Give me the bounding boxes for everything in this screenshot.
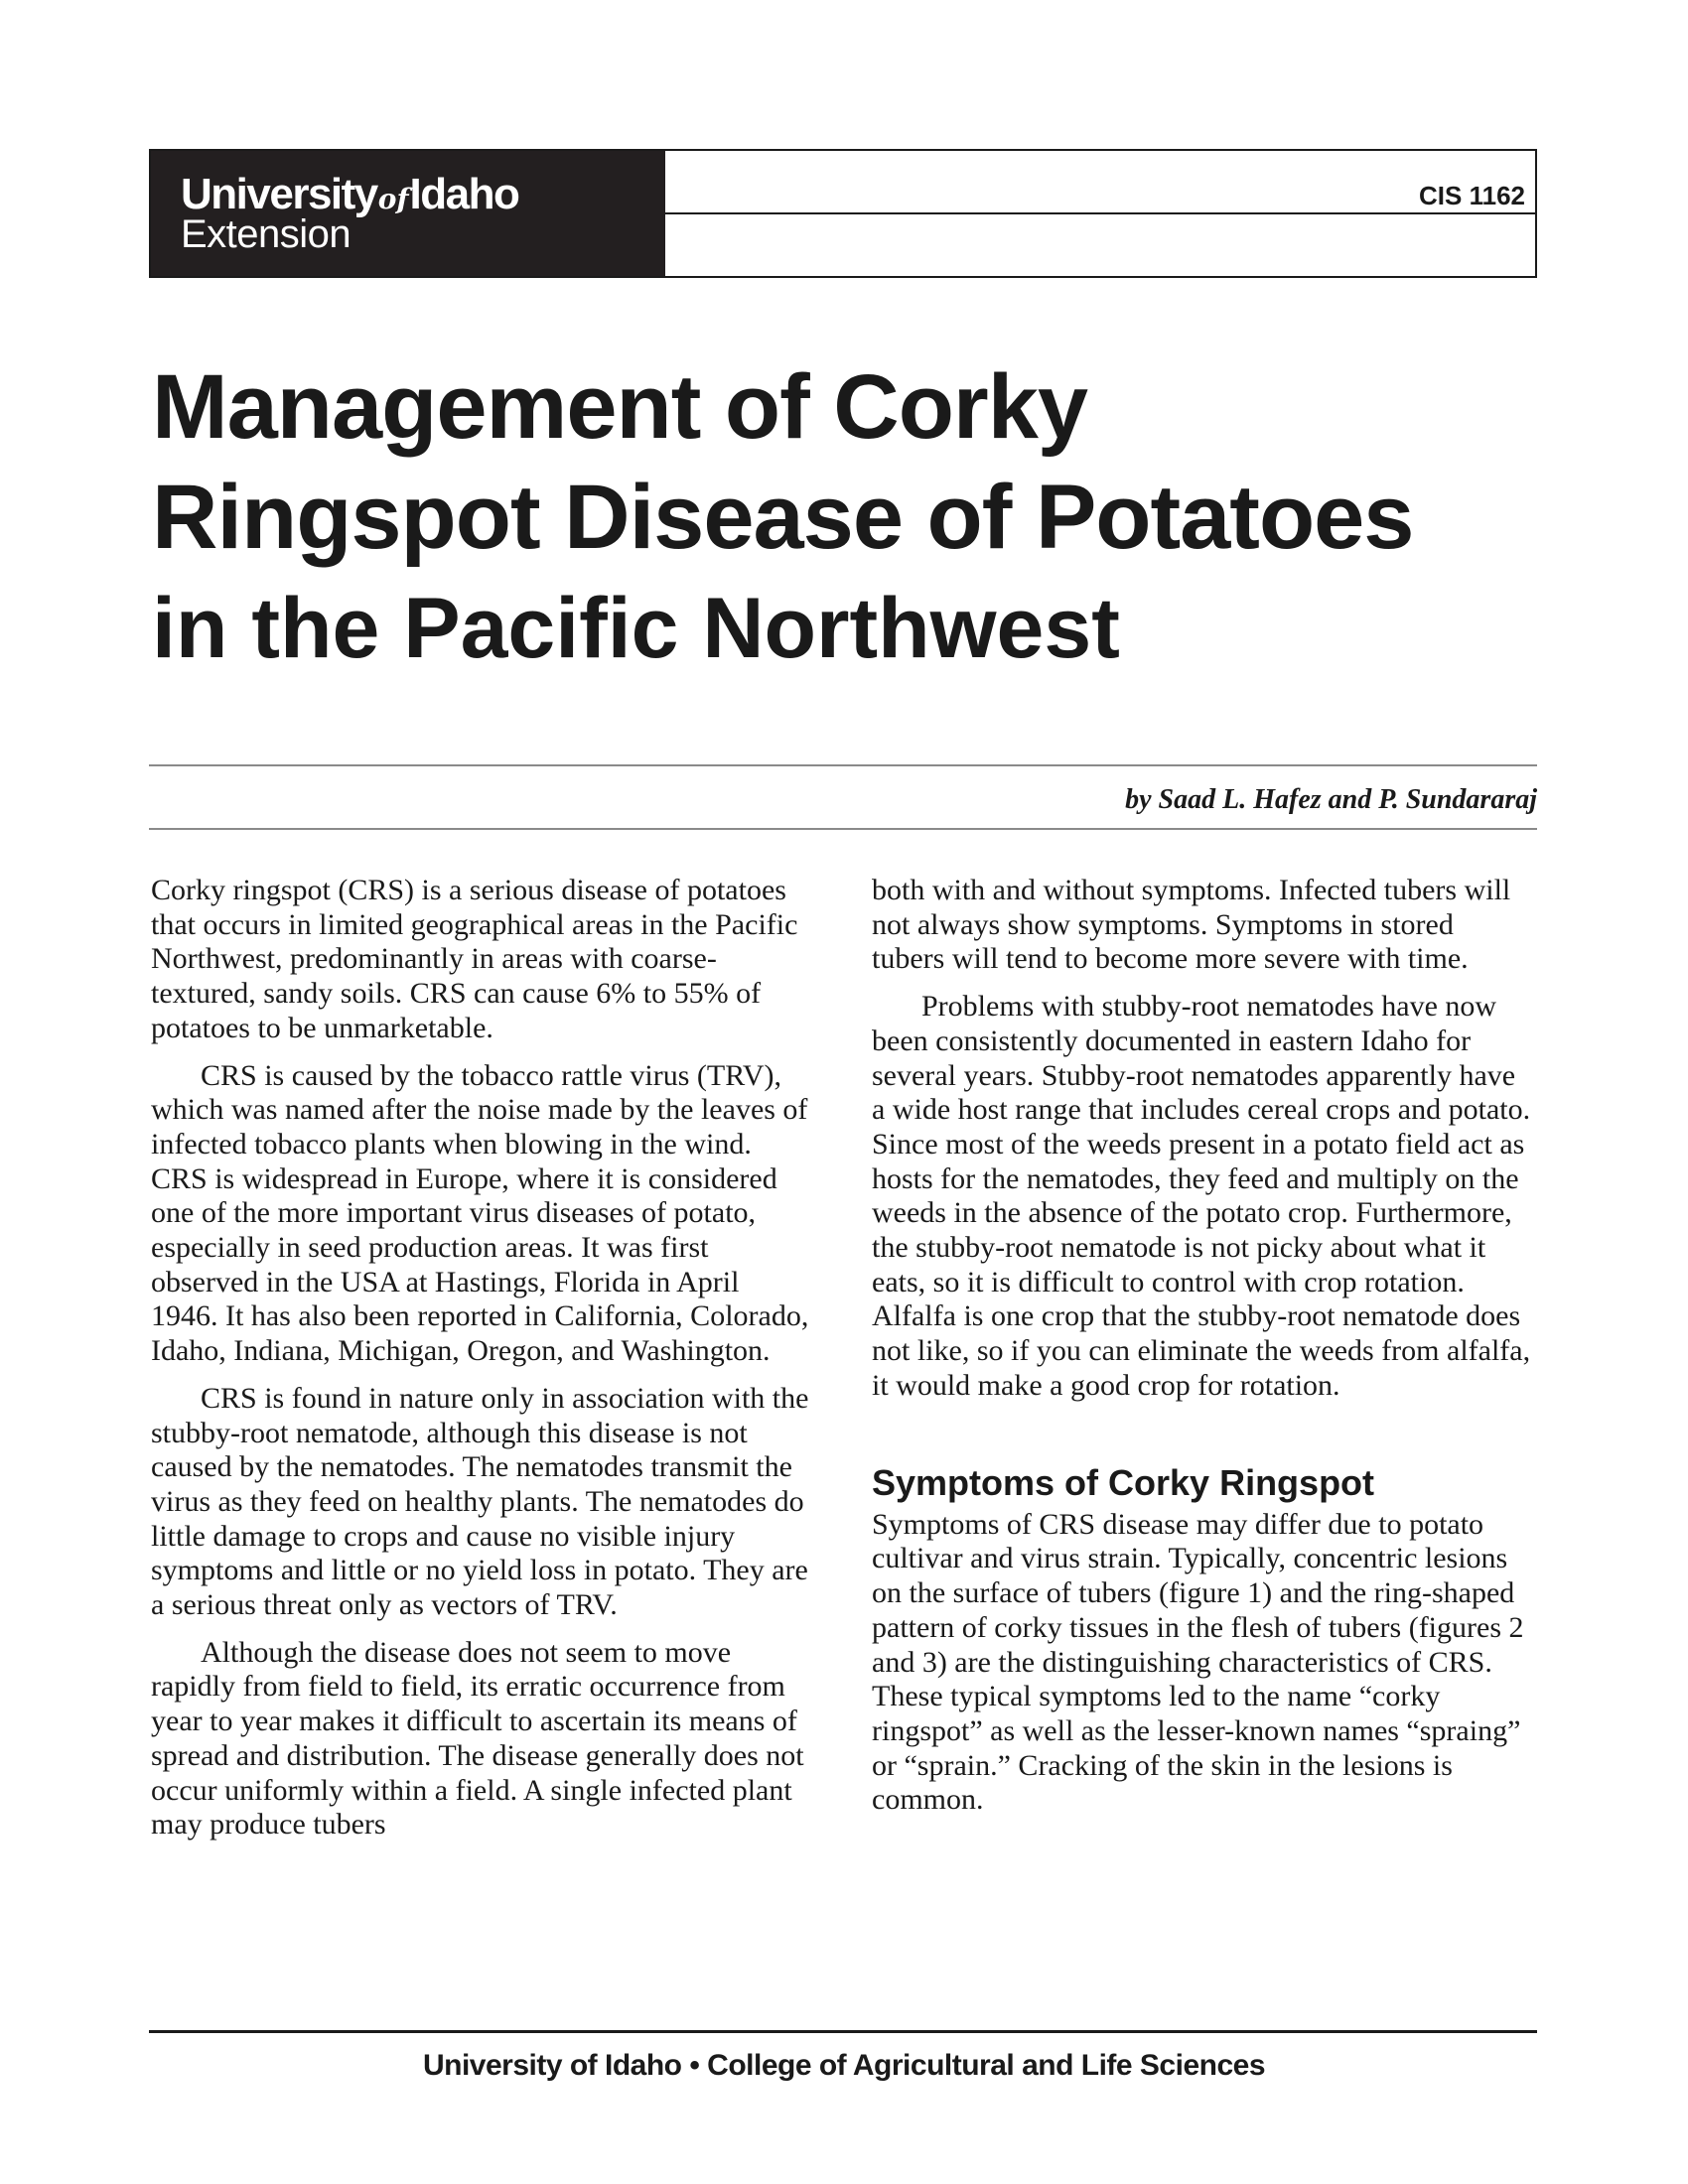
document-number: CIS 1162: [1419, 181, 1525, 210]
paragraph: Although the disease does not seem to move rapidly from field to field, its erratic occurrence from year to year makes it difficult to ascertain its means of spread and distribution. The disease generally does not occur uniformly within a field. A single infected plant may produce tubers: [151, 1635, 804, 1842]
title-line-1: Management of Corky: [152, 356, 1088, 458]
header-banner: [149, 149, 1537, 278]
page-subtitle: in the Pacific Northwest: [152, 581, 1120, 676]
byline: by Saad L. Hafez and P. Sundararaj: [1125, 784, 1537, 815]
logo-wordmark: UniversityofIdaho: [181, 170, 519, 218]
paragraph: CRS is caused by the tobacco rattle virus (TRV), which was named after the noise made by the leaves of infected tobacco plants when blowing in the wind. CRS is widespread in Europe, where it is considered one of the more important virus diseases of potato, especially in seed production areas. It was first observed in the USA at Hastings, Florida in April 1946. It has also been reported in California, Colorado, Idaho, Indiana, Michigan, Oregon, and Washington.: [151, 1058, 809, 1368]
logo-extension: Extension: [181, 212, 352, 256]
byline-rule-top: [149, 764, 1537, 766]
section-heading: Symptoms of Corky Ringspot: [872, 1461, 1375, 1503]
university-logo: [151, 151, 665, 276]
footer-rule: [149, 2030, 1537, 2033]
title-line-2: Ringspot Disease of Potatoes: [152, 467, 1414, 568]
page-title: [152, 352, 1562, 573]
footer-text: University of Idaho • College of Agricultural and Life Sciences: [422, 2049, 1266, 2082]
paragraph: CRS is found in nature only in association with the stubby-root nematode, although this disease is not caused by the nematodes. The nematodes transmit the virus as they feed on healthy plants. The nematodes do little damage to crops and cause no visible injury symptoms and little or no yield loss in potato. They are a serious threat only as vectors of TRV.: [151, 1381, 809, 1622]
paragraph: Problems with stubby-root nematodes have now been consistently documented in eastern Idaho for several years. Stubby-root nematodes apparently have a wide host range that includes cereal crops and potato. Since most of the weeds present in a potato field act as hosts for the nematodes, they feed and multiply on the weeds in the absence of the potato crop. Furthermore, the stubby-root nematode is not picky about what it eats, so it is difficult to control with crop rotation. Alfalfa is one crop that the stubby-root nematode does not like, so if you can eliminate the weeds from alfalfa, it would make a good crop for rotation.: [872, 990, 1531, 1402]
right-column: [872, 874, 1532, 1831]
paragraph: Corky ringspot (CRS) is a serious disease of potatoes that occurs in limited geographical areas in the Pacific Northwest, predominantly in areas with coarse-textured, sandy soils. CRS can cause 6% to 55% of potatoes to be unmarketable.: [151, 874, 798, 1044]
paragraph: Symptoms of CRS disease may differ due to potato cultivar and virus strain. Typically, concentric lesions on the surface of tubers (figure 1) and the ring-shaped pattern of corky tissues in the flesh of tubers (figures 2 and 3) are the distinguishing characteristics of CRS. These typical symptoms led to the name “corky ringspot” as well as the lesser-known names “spraing” or “sprain.” Cracking of the skin in the lesions is common.: [872, 1507, 1524, 1817]
left-column: [151, 874, 811, 1855]
header-divider: [665, 212, 1535, 214]
byline-rule-bottom: [149, 828, 1537, 830]
paragraph: both with and without symptoms. Infected tubers will not always show symptoms. Symptoms in stored tubers will tend to become more severe with time.: [872, 874, 1511, 976]
